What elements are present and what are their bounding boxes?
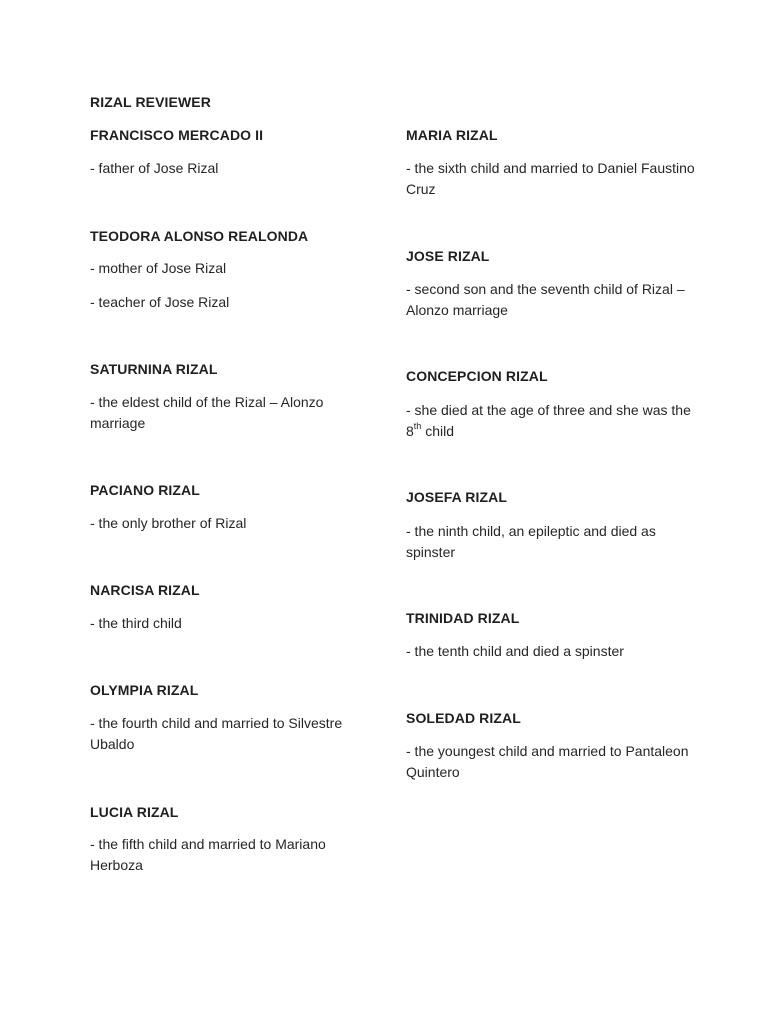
entry-desc-maria: - the sixth child and married to Daniel Faustino Cruz [406,160,695,197]
entry-name-lucia: LUCIA RIZAL [90,804,179,820]
entry-name-soledad: SOLEDAD RIZAL [406,710,521,726]
entry-name-concepcion: CONCEPCION RIZAL [406,368,548,384]
entry-desc-soledad: - the youngest child and married to Pantaleon Quintero [406,743,689,780]
entry-name-maria: MARIA RIZAL [406,127,498,143]
entry-name-olympia: OLYMPIA RIZAL [90,682,199,698]
entry-name-jose: JOSE RIZAL [406,248,490,264]
entry-desc-concepcion-text: - she died at the age of three and she was the 8 [406,402,691,439]
entry-name-trinidad: TRINIDAD RIZAL [406,610,520,626]
entry-desc-narcisa: - the third child [90,615,182,631]
entry-desc-saturnina: - the eldest child of the Rizal – Alonzo marriage [90,394,324,431]
entry-name-saturnina: SATURNINA RIZAL [90,361,218,377]
entry-desc-paciano: - the only brother of Rizal [90,515,247,531]
entry-name-teodora: TEODORA ALONSO REALONDA [90,228,309,244]
entry-desc-josefa: - the ninth child, an epileptic and died as spinster [406,523,656,560]
entry-name-narcisa: NARCISA RIZAL [90,582,200,598]
entry-desc-trinidad: - the tenth child and died a spinster [406,643,624,659]
ordinal-suffix: th [413,421,422,432]
document-title: RIZAL REVIEWER [90,94,211,110]
entry-desc-jose: - second son and the seventh child of Rizal – Alonzo marriage [406,281,685,318]
entry-desc-teodora-2: - teacher of Jose Rizal [90,294,230,310]
entry-desc-lucia: - the fifth child and married to Mariano Herboza [90,836,326,873]
entry-desc-olympia: - the fourth child and married to Silvestre Ubaldo [90,715,343,752]
entry-name-paciano: PACIANO RIZAL [90,482,200,498]
entry-desc-francisco: - father of Jose Rizal [90,160,219,176]
entry-desc-concepcion [406,400,696,442]
entry-name-josefa: JOSEFA RIZAL [406,489,508,505]
entry-desc-teodora-1: - mother of Jose Rizal [90,260,227,276]
entry-name-francisco: FRANCISCO MERCADO II [90,127,264,143]
entry-desc-concepcion-tail: child [421,423,454,439]
